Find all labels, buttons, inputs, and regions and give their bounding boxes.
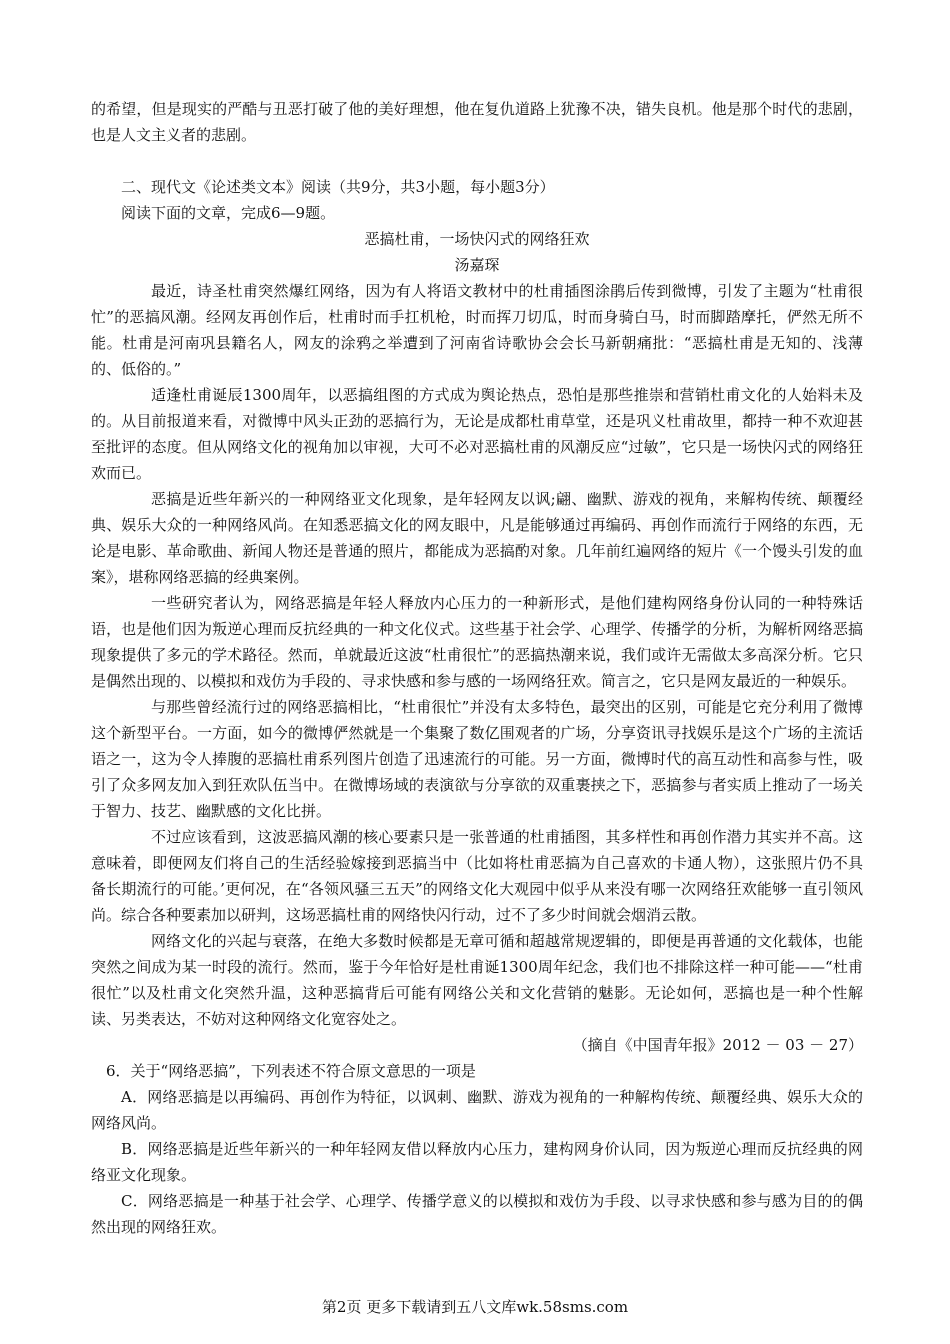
article-paragraph-2: 适逢杜甫诞辰1300周年，以恶搞组图的方式成为舆论热点，恐怕是那些推崇和营销杜甫文化的人始料未及的。从目前报道来看，对微博中风头正劲的恶搞行为，无论是成都杜甫草堂，还是巩义杜甫故里，都持一种不欢迎甚至批评的态度。但从网络文化的视角加以审视，大可不必对恶搞杜甫的风潮反应“过敏”，它只是一场快闪式的网络狂欢而已。 bbox=[91, 386, 863, 482]
article-paragraph-6: 不过应该看到，这波恶搞风潮的核心要素只是一张普通的杜甫插图，其多样性和再创作潜力其实并不高。这意味着，即便网友们将自己的生活经验嫁接到恶搞当中（比如将杜甫恶搞为自己喜欢的卡通人物），这张照片仍不具备长期流行的可能。’更何况，在“各领风骚三五天”的网络文化大观园中似乎从来没有哪一次网络狂欢能够一直引领风尚。综合各种要素加以研判，这场恶搞杜甫的网络快闪行动，过不了多少时间就会烟消云散。 bbox=[91, 828, 863, 924]
article-paragraph-3: 恶搞是近些年新兴的一种网络亚文化现象，是年轻网友以讽;翩、幽默、游戏的视角，来解构传统、颠覆经典、娱乐大众的一种网络风尚。在知悉恶搞文化的网友眼中，凡是能够通过再编码、再创作而流行于网络的东西，无论是电影、革命歌曲、新闻人物还是普通的照片，都能成为恶搞酌对象。几年前红遍网络的短片《一个馒头引发的血案》，堪称网络恶搞的经典案例。 bbox=[91, 490, 863, 586]
page-footer: 第2页 更多下载请到五八文库wk.58sms.com bbox=[321, 1298, 629, 1316]
instruction: 阅读下面的文章，完成6—9题。 bbox=[121, 204, 336, 222]
section-heading: 二、现代文《论述类文本》阅读（共9分，共3小题，每小题3分） bbox=[121, 178, 555, 196]
article-title: 恶搞杜甫，一场快闪式的网络狂欢 bbox=[364, 230, 590, 248]
article-source: （摘自《中国青年报》2012 － 03 － 27） bbox=[572, 1036, 863, 1054]
option-c: C．网络恶搞是一种基于社会学、心理学、传播学意义的以模拟和戏仿为手段、以寻求快感和参与感为目的的偶然出现的网络狂欢。 bbox=[91, 1192, 863, 1236]
article-paragraph-4: 一些研究者认为，网络恶搞是年轻人释放内心压力的一种新形式，是他们建构网络身份认同的一种特殊话语，也是他们因为叛逆心理而反抗经典的一种文化仪式。这些基于社会学、心理学、传播学的分析，为解析网络恶搞现象提供了多元的学术路径。然而，单就最近这波“杜甫很忙”的恶搞热潮来说，我们或许无需做太多高深分析。它只是偶然出现的、以模拟和戏仿为手段的、寻求快感和参与感的一场网络狂欢。简言之，它只是网友最近的一种娱乐。 bbox=[91, 594, 863, 690]
article-paragraph-1: 最近，诗圣杜甫突然爆红网络，因为有人将语文教材中的杜甫插图涂鹃后传到微博，引发了主题为“杜甫很忙”的恶搞风潮。经网友再创作后，杜甫时而手扛机枪，时而挥刀切瓜，时而身骑白马，时而脚踏摩托，俨然无所不能。杜甫是河南巩县籍名人，网友的涂鸦之举遭到了河南省诗歌协会会长马新朝痛批：“恶搞杜甫是无知的、浅薄的、低俗的。” bbox=[91, 282, 863, 378]
intro-paragraph: 的希望，但是现实的严酷与丑恶打破了他的美好理想，他在复仇道路上犹豫不决，错失良机。他是那个时代的悲剧，也是人文主义者的悲剧。 bbox=[91, 100, 863, 144]
question-stem: 6．关于“网络恶搞”，下列表述不符合原文意思的一项是 bbox=[106, 1062, 476, 1080]
page-content bbox=[91, 96, 863, 1240]
article-paragraph-7: 网络文化的兴起与衰落，在绝大多数时候都是无章可循和超越常规逻辑的，即便是再普通的文化载体，也能突然之间成为某一时段的流行。然而，鉴于今年恰好是杜甫诞1300周年纪念，我们也不排除这样一种可能——“杜甫很忙”以及杜甫文化突然升温，这种恶搞背后可能有网络公关和文化营销的魅影。无论如何，恶搞也是一种个性解读、另类表达，不妨对这种网络文化宽容处之。 bbox=[91, 932, 863, 1028]
spacer bbox=[91, 148, 863, 174]
option-b: B．网络恶搞是近些年新兴的一种年轻网友借以释放内心压力，建构网身价认同，因为叛逆心理而反抗经典的网络亚文化现象。 bbox=[91, 1140, 863, 1184]
option-a: A．网络恶搞是以再编码、再创作为特征，以讽刺、幽默、游戏为视角的一种解构传统、颠覆经典、娱乐大众的网络风尚。 bbox=[91, 1088, 863, 1132]
article-paragraph-5: 与那些曾经流行过的网络恶搞相比，“杜甫很忙”并没有太多特色，最突出的区别，可能是它充分利用了微博这个新型平台。一方面，如今的微博俨然就是一个集聚了数亿围观者的广场，分享资讯寻找娱乐是这个广场的主流话语之一，这为令人捧腹的恶搞杜甫系列图片创造了迅速流行的可能。另一方面，微博时代的高互动性和高参与性，吸引了众多网友加入到狂欢队伍当中。在微博场域的表演欲与分享欲的双重裹挟之下，恶搞参与者实质上推动了一场关于智力、技艺、幽默感的文化比拼。 bbox=[91, 698, 863, 820]
article-author: 汤嘉琛 bbox=[454, 256, 500, 274]
